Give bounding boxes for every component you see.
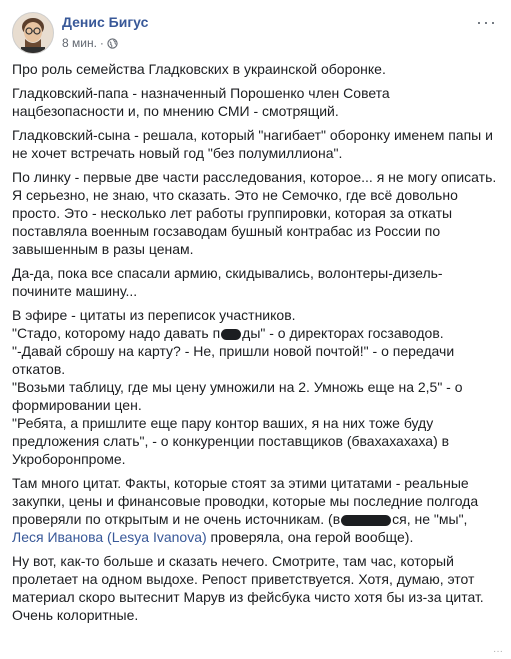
redaction-mark	[221, 329, 241, 340]
paragraph-6	[12, 306, 498, 468]
paragraph-7-middle: ся, не "мы",	[392, 511, 468, 527]
quote-1a: "Стадо, которому надо давать п	[12, 325, 221, 341]
mention-link[interactable]: Леся Иванова (Lesya Ivanova)	[12, 529, 207, 545]
paragraph-1: Про роль семейства Гладковских в украинской оборонке.	[12, 61, 386, 77]
quotes-intro: В эфире - цитаты из переписок участников.	[12, 307, 296, 323]
meta-separator: ·	[99, 36, 104, 50]
paragraph-3: Гладковский-сына - решала, который "нагибает" оборонку именем папы и не хочет встречать новый год "без полумиллиона".	[12, 127, 493, 161]
paragraph-7-end: проверяла, она герой вообще).	[206, 529, 414, 545]
quote-2: "-Давай сброшу на карту? - Не, пришли новой почтой!" - о передачи откатов.	[12, 343, 455, 377]
redaction-mark	[341, 515, 391, 526]
post-body	[12, 60, 498, 630]
paragraph-7	[12, 474, 498, 546]
quote-3: "Возьми таблицу, где мы цену умножили на 2. Умножь еще на 2,5" - о формировании цен.	[12, 379, 463, 413]
more-options-icon[interactable]: ···	[476, 12, 497, 32]
avatar-image	[13, 13, 53, 53]
post-meta	[62, 36, 118, 50]
paragraph-4: По линку - первые две части расследования, которое... я не могу описать. Я серьезно, не знаю, что сказать. Это не Семочко, где всё довольно просто. Это - несколько лет работы группировки, которая за откаты поставляла военным госзаводам бушный контрабас из России по завышенным в разы ценам.	[12, 169, 497, 257]
post-time[interactable]: 8 мин.	[62, 36, 97, 50]
post-header	[12, 12, 499, 56]
author-name[interactable]: Денис Бигус	[62, 14, 149, 30]
avatar[interactable]	[12, 12, 54, 54]
scroll-indicator: ···	[493, 646, 503, 657]
quote-1b: ды" - о директорах госзаводов.	[242, 325, 444, 341]
paragraph-2: Гладковский-папа - назначенный Порошенко член Совета нацбезопасности и, по мнению СМИ - смотрящий.	[12, 85, 390, 119]
quote-4: "Ребята, а пришлите еще пару контор ваших, я на них тоже буду предложения слать", - о конкуренции поставщиков (бвахахахаха) в Укроборонпроме.	[12, 415, 450, 467]
globe-icon[interactable]	[107, 38, 118, 49]
paragraph-5: Да-да, пока все спасали армию, скидывались, волонтеры-дизель-почините машину...	[12, 265, 443, 299]
paragraph-7-start: Там много цитат. Факты, которые стоят за этими цитатами - реальные закупки, цены и финансовые проводки, которые мы последние полгода проверяли по открытым и не очень источникам. (в	[12, 475, 479, 527]
paragraph-8: Ну вот, как-то больше и сказать нечего. Смотрите, там час, который пролетает на одном выдохе. Репост приветствуется. Хотя, думаю, этот материал скоро вытеснит Марув из фейсбука чисто хотя бы из-за цитат. Очень колоритные.	[12, 553, 484, 623]
